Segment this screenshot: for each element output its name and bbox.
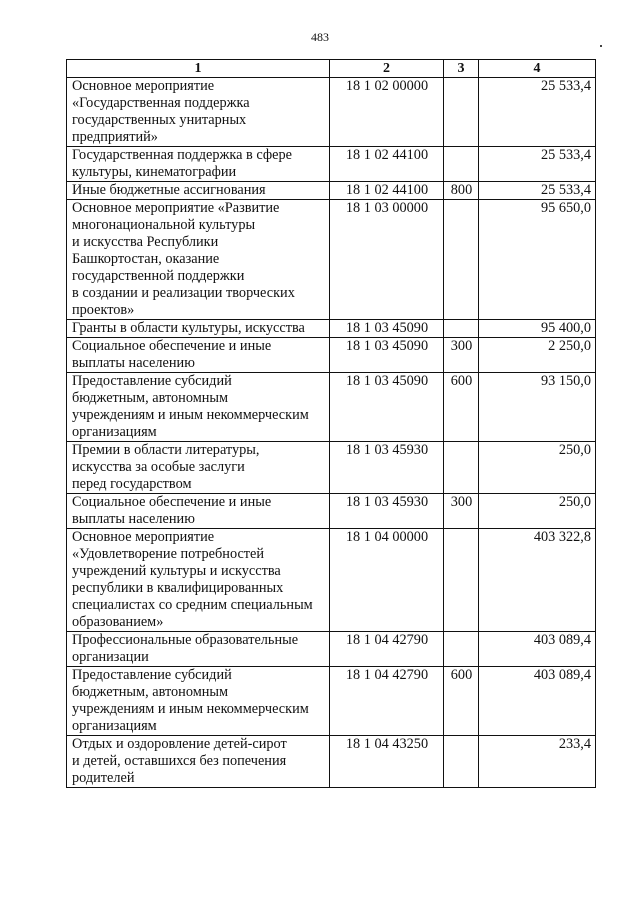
- row-code: 18 1 02 44100: [330, 147, 444, 182]
- row-type: [444, 147, 479, 182]
- row-type: 600: [444, 373, 479, 442]
- row-code: 18 1 03 45090: [330, 320, 444, 338]
- table-row: [67, 667, 596, 736]
- row-name: Профессиональные образовательные организации: [67, 632, 330, 667]
- row-code: 18 1 02 44100: [330, 182, 444, 200]
- row-sum: 2 250,0: [479, 338, 596, 373]
- row-name: Государственная поддержка в сфере культуры, кинематографии: [67, 147, 330, 182]
- row-name: Основное мероприятие «Удовлетворение потребностей учреждений культуры и искусства республики в квалифицированных специалистах со средним специальным образованием»: [67, 529, 330, 632]
- table-header-row: [67, 60, 596, 78]
- row-name: Предоставление субсидий бюджетным, автономным учреждениям и иным некоммерческим организациям: [67, 373, 330, 442]
- row-sum: 250,0: [479, 494, 596, 529]
- row-code: 18 1 04 42790: [330, 632, 444, 667]
- row-sum: 25 533,4: [479, 147, 596, 182]
- row-name: Социальное обеспечение и иные выплаты населению: [67, 338, 330, 373]
- row-sum: 403 089,4: [479, 667, 596, 736]
- column-header: 4: [479, 60, 596, 78]
- scan-speck: [600, 45, 602, 47]
- row-code: 18 1 03 45090: [330, 338, 444, 373]
- row-sum: 25 533,4: [479, 78, 596, 147]
- row-type: 300: [444, 338, 479, 373]
- row-code: 18 1 02 00000: [330, 78, 444, 147]
- budget-table: [66, 59, 596, 788]
- table-row: [67, 529, 596, 632]
- row-name: Гранты в области культуры, искусства: [67, 320, 330, 338]
- table-row: [67, 736, 596, 788]
- row-name: Основное мероприятие «Государственная поддержка государственных унитарных предприятий»: [67, 78, 330, 147]
- table-row: [67, 78, 596, 147]
- row-name: Отдых и оздоровление детей-сирот и детей, оставшихся без попечения родителей: [67, 736, 330, 788]
- row-type: [444, 442, 479, 494]
- row-type: [444, 320, 479, 338]
- row-type: [444, 736, 479, 788]
- row-sum: 25 533,4: [479, 182, 596, 200]
- row-sum: 95 400,0: [479, 320, 596, 338]
- row-type: 800: [444, 182, 479, 200]
- row-type: [444, 632, 479, 667]
- row-type: [444, 200, 479, 320]
- row-name: Премии в области литературы, искусства за особые заслуги перед государством: [67, 442, 330, 494]
- row-sum: 233,4: [479, 736, 596, 788]
- row-code: 18 1 03 45930: [330, 442, 444, 494]
- row-code: 18 1 03 45090: [330, 373, 444, 442]
- row-type: [444, 78, 479, 147]
- row-code: 18 1 04 42790: [330, 667, 444, 736]
- table-row: [67, 200, 596, 320]
- row-sum: 250,0: [479, 442, 596, 494]
- row-sum: 403 322,8: [479, 529, 596, 632]
- page-number: 483: [311, 30, 329, 44]
- table-row: [67, 320, 596, 338]
- table-row: [67, 182, 596, 200]
- row-name: Иные бюджетные ассигнования: [67, 182, 330, 200]
- row-code: 18 1 04 00000: [330, 529, 444, 632]
- table-row: [67, 632, 596, 667]
- row-sum: 403 089,4: [479, 632, 596, 667]
- row-sum: 93 150,0: [479, 373, 596, 442]
- table-row: [67, 373, 596, 442]
- row-name: Предоставление субсидий бюджетным, автономным учреждениям и иным некоммерческим организациям: [67, 667, 330, 736]
- table-row: [67, 442, 596, 494]
- row-code: 18 1 03 00000: [330, 200, 444, 320]
- column-header: 1: [67, 60, 330, 78]
- row-code: 18 1 03 45930: [330, 494, 444, 529]
- row-name: Основное мероприятие «Развитие многонациональной культуры и искусства Республики Башкортостан, оказание государственной поддержки в создании и реализации творческих проектов»: [67, 200, 330, 320]
- row-sum: 95 650,0: [479, 200, 596, 320]
- row-type: 300: [444, 494, 479, 529]
- table-row: [67, 494, 596, 529]
- table-row: [67, 147, 596, 182]
- column-header: 2: [330, 60, 444, 78]
- row-type: 600: [444, 667, 479, 736]
- row-type: [444, 529, 479, 632]
- row-code: 18 1 04 43250: [330, 736, 444, 788]
- column-header: 3: [444, 60, 479, 78]
- row-name: Социальное обеспечение и иные выплаты населению: [67, 494, 330, 529]
- table-row: [67, 338, 596, 373]
